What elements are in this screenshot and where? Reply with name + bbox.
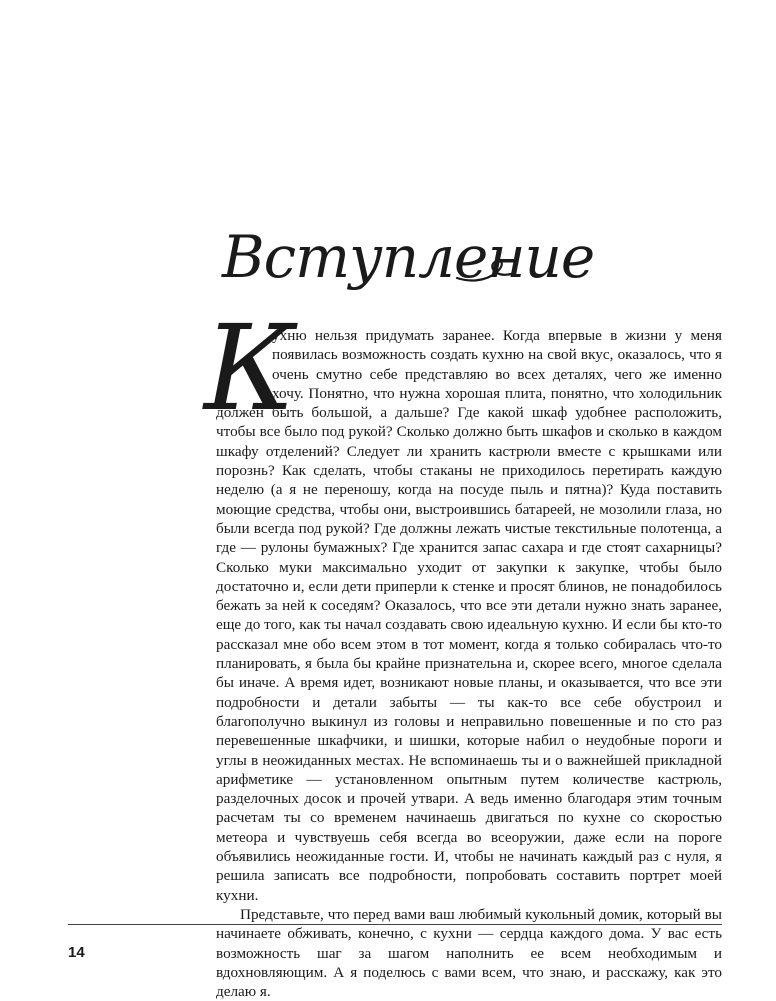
title-swash-ornament	[455, 248, 515, 288]
drop-cap-space	[216, 326, 272, 401]
drop-cap: К	[204, 299, 296, 437]
footer-rule	[68, 924, 722, 925]
chapter-title: Вступление	[222, 223, 595, 291]
paragraph	[216, 326, 722, 905]
body-text	[216, 326, 722, 1001]
page-number: 14	[68, 944, 85, 961]
paragraph: Представьте, что перед вами ваш любимый кукольный домик, который вы начинаете обживать, конечно, с кухни — сердца каждого дома. У вас есть возможность шаг за шагом наполнить ее всем необходимым и вдохновляющим. А я поделюсь с вами всем, что знаю, и расскажу, как это делаю я.	[216, 905, 722, 1001]
paragraph-text: ухню нельзя придумать заранее. Когда впервые в жизни у меня появилась возможность создать кухню на свой вкус, оказалось, что я очень смутно себе представляю во всех деталях, чего же именно хочу. Понятно, что нужна хорошая плита, понятно, что холодильник должен быть большой, а дальше? Где какой шкаф удобнее расположить, чтобы все было под рукой? Сколько должно быть шкафов и сколько в каждом шкафу отделений? Следует ли хранить кастрюли вместе с крышками или порознь? Как сделать, чтобы стаканы не приходилось перетирать каждую неделю (а я не переношу, когда на посуде пыль и пятна)? Куда поставить моющие средства, чтобы они, выстроившись батареей, не мозолили глаза, но были всегда под рукой? Где должны лежать чистые текстильные полотенца, а где — рулоны бумажных? Где хранится запас сахара и где стоят сахарницы? Сколько муки максимально уходит от закупки к закупке, чтобы было достаточно и, если дети приперли к стенке и просят блинов, не понадобилось бежать за ней к соседям? Оказалось, что все эти детали нужно знать заранее, еще до того, как ты начал создавать свою идеальную кухню. И если бы кто-то рассказал мне обо всем этом в тот момент, когда я только собиралась что-то планировать, я была бы крайне признательна и, скорее всего, многое сделала бы иначе. А время идет, возникают новые планы, и оказывается, что все эти подробности и детали забыты — ты как-то все себе обустроил и благополучно выкинул из головы и неправильно повешенные и по сто раз перевешенные шкафчики, и шишки, которые набил о неудобные пороги и углы в неожиданных местах. Не вспоминаешь ты и о важнейшей прикладной арифметике — установленном опытным путем количестве кастрюль, разделочных досок и прочей утвари. А ведь именно благодаря этим точным расчетам ты со временем начинаешь двигаться по кухне со скоростью метеора и чувствуешь себя всегда во всеоружии, даже если на пороге объявились неожиданные гости. И, чтобы не начинать каждый раз с нуля, я решила записать все подробности, попробовать составить портрет моей кухни.	[216, 327, 722, 904]
